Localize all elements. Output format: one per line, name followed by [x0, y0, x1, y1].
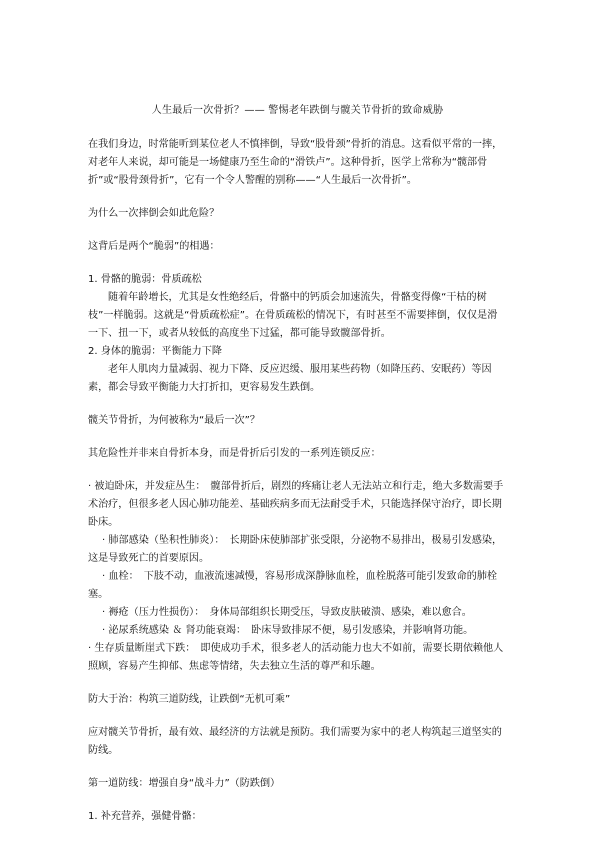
section-1-heading: 1. 骨骼的脆弱：骨质疏松 — [88, 274, 202, 285]
page-title: 人生最后一次骨折？—— 警惕老年跌倒与髋关节骨折的致命威胁 — [151, 105, 444, 116]
prevention-lead: 应对髋关节骨折，最有效、最经济的方法就是预防。我们需要为家中的老人构筑起三道坚实的防线。 — [88, 727, 502, 756]
defense-line-1-heading: 第一道防线：增强自身“战斗力”（防跌倒） — [88, 778, 281, 789]
defense-line-1-item-1: 1. 补充营养，强健骨骼： — [88, 811, 202, 822]
bullet-quality-of-life: · 生存质量断崖式下跌： 即使成功手术，很多老人的活动能力也大不如前，需要长期依赖他人照顾，容易产生抑郁、焦虑等情绪，失去独立生活的尊严和乐趣。 — [88, 643, 504, 672]
question-why-dangerous: 为什么一次摔倒会如此危险？ — [88, 208, 220, 219]
intro-paragraph: 在我们身边，时常能听到某位老人不慎摔倒，导致“股骨颈”骨折的消息。这看似平常的一摔，对老年人来说，却可能是一场健康乃至生命的“滑铁卢”。这种骨折，医学上常称为“髋部骨折”或“股骨颈骨折”，它有一个令人警醒的别称——“人生最后一次骨折”。 — [88, 139, 503, 186]
bullet-thrombosis: · 血栓： 下肢不动，血液流速减慢，容易形成深静脉血栓，血栓脱落可能引发致命的肺栓塞。 — [88, 571, 498, 600]
bullet-pneumonia: · 肺部感染（坠积性肺炎）： 长期卧床使肺部扩张受限，分泌物不易排出，极易引发感染，这是导致死亡的首要原因。 — [88, 535, 503, 564]
question-why-last: 髋关节骨折，为何被称为“最后一次”？ — [88, 415, 260, 426]
section-2-heading: 2. 身体的脆弱：平衡能力下降 — [88, 346, 222, 357]
section-2-body: 老年人肌肉力量减弱、视力下降、反应迟缓、服用某些药物（如降压药、安眠药）等因素，都会导致平衡能力大打折扣，更容易发生跌倒。 — [88, 364, 492, 393]
bullet-urinary-kidney: · 泌尿系统感染 ＆ 肾功能衰竭： 卧床导致排尿不便，易引发感染，并影响肾功能。 — [102, 625, 474, 636]
two-fragilities-lead: 这背后是两个“脆弱”的相遇： — [88, 241, 220, 252]
section-1-body: 随着年龄增长，尤其是女性绝经后，骨骼中的钙质会加速流失，骨骼变得像“干枯的树枝”一样脆弱。这就是“骨质疏松症”。在骨质疏松的情况下，有时甚至不需要摔倒，仅仅是滑一下、扭一下，或者从较低的高度坐下过猛，都可能导致髋部骨折。 — [88, 292, 498, 339]
bullet-pressure-sores: · 褥疮（压力性损伤）： 身体局部组织长期受压，导致皮肤破溃、感染，难以愈合。 — [102, 607, 472, 618]
chain-reaction-lead: 其危险性并非来自骨折本身，而是骨折后引发的一系列连锁反应： — [88, 448, 381, 459]
prevention-heading: 防大于治：构筑三道防线，让跌倒“无机可乘” — [88, 694, 291, 705]
bullet-bedridden: · 被迫卧床，并发症丛生： 髋部骨折后，剧烈的疼痛让老人无法站立和行走，绝大多数需要手术治疗，但很多老人因心肺功能差、基础疾病多而无法耐受手术，只能选择保守治疗，即长期卧床。 — [88, 481, 504, 528]
